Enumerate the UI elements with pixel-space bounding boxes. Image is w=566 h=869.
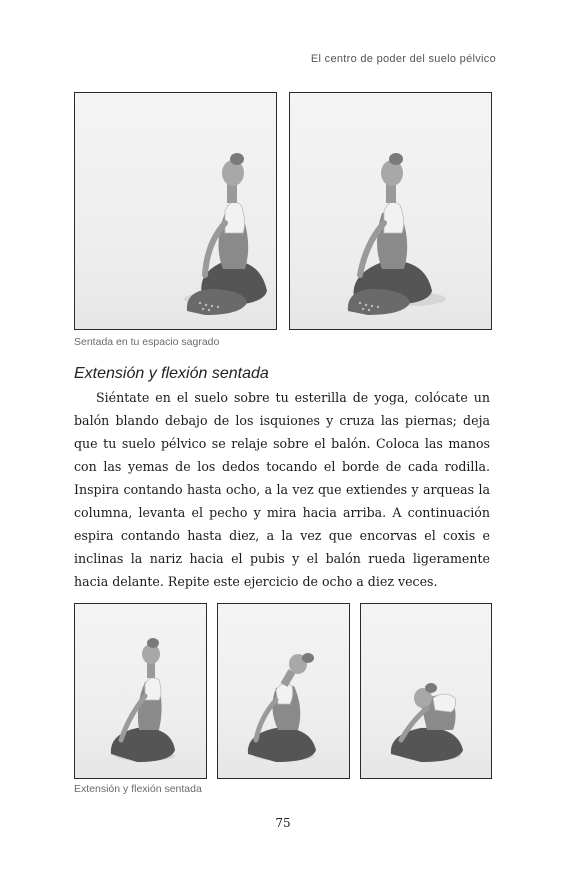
body-paragraph: Siéntate en el suelo sobre tu esterilla de yoga, colócate un balón blando debajo de los isquiones y cruza las piernas; deja que tu suelo pélvico se relaje sobre el balón. Coloca las manos con las yemas de los dedos tocando el borde de cada rodilla. Inspira contando hasta ocho, a la vez que extiendes y arqueas la columna, levanta el pecho y mira hacia arriba. A continuación espira contando hasta diez, a la vez que encorvas el coxis e inclinas la nariz hacia el pubis y el balón rueda ligeramente hacia delante. Repite este ejercicio de ocho a diez veces. [74,390,490,589]
figure-caption-bottom: Extensión y flexión sentada [74,783,202,795]
figure-caption-top: Sentada en tu espacio sagrado [74,336,220,348]
photo-seated-profile-1 [74,92,277,330]
running-header: El centro de poder del suelo pélvico [310,53,496,65]
section-title: Extensión y flexión sentada [74,365,269,382]
photo-seated-profile-2 [289,92,492,330]
photo-flexion-forward [360,603,492,779]
photo-extension-upright [74,603,207,779]
photo-extension-arched [217,603,350,779]
page-number: 75 [275,816,291,830]
